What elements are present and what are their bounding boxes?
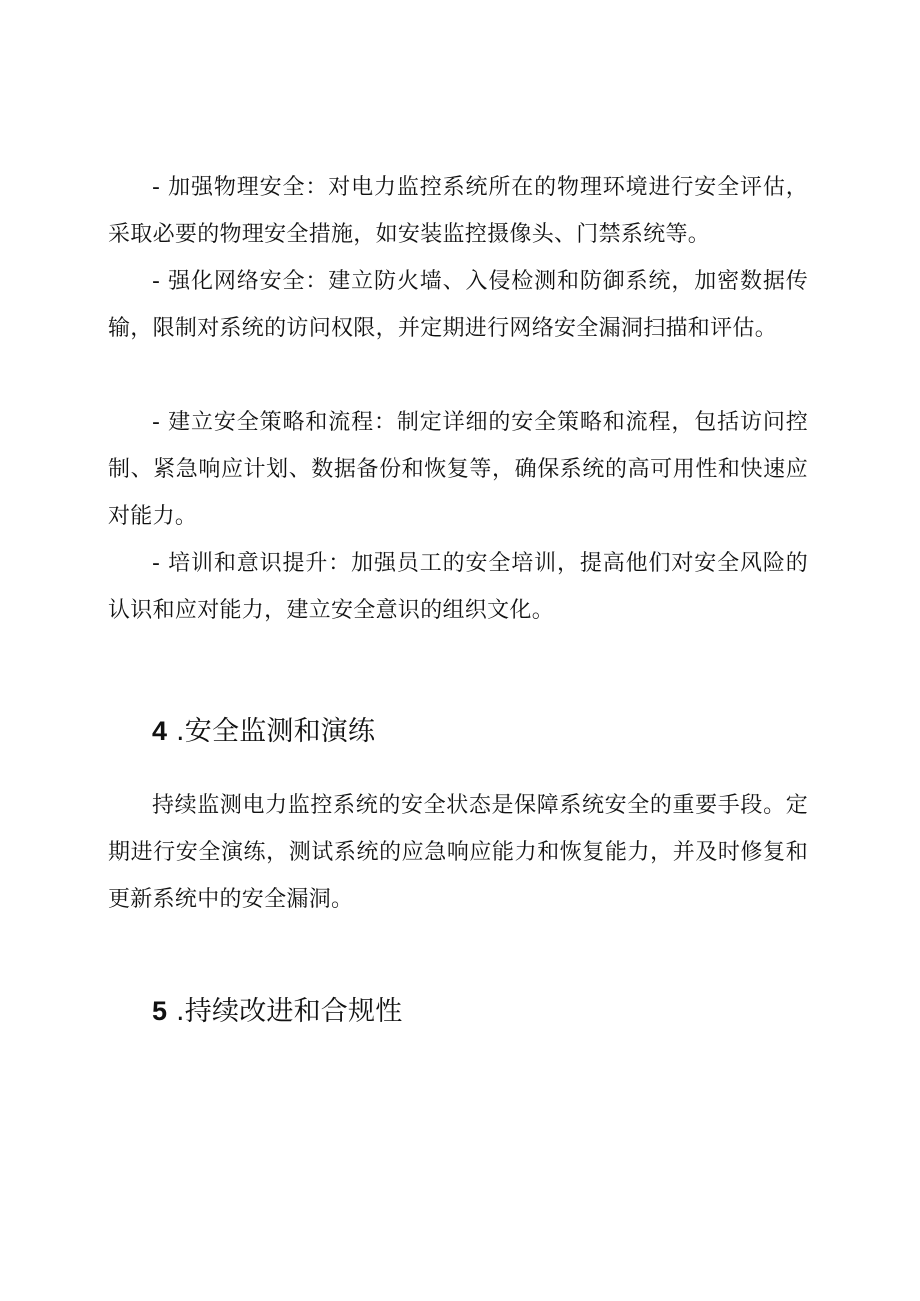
section-4-title: .安全监测和演练 bbox=[176, 716, 376, 747]
section-5-number: 5 bbox=[152, 996, 168, 1026]
measure-network-security: - 强化网络安全：建立防火墙、入侵检测和防御系统，加密数据传输，限制对系统的访问权限，并定期进行网络安全漏洞扫描和评估。 bbox=[108, 269, 808, 341]
section-5-title: .持续改进和合规性 bbox=[176, 996, 403, 1027]
section-4-number: 4 bbox=[152, 716, 168, 746]
measure-physical-security: - 加强物理安全：对电力监控系统所在的物理环境进行安全评估，采取必要的物理安全措施，如安装监控摄像头、门禁系统等。 bbox=[108, 175, 808, 247]
measure-training-awareness: - 培训和意识提升：加强员工的安全培训，提高他们对安全风险的认识和应对能力，建立安全意识的组织文化。 bbox=[108, 551, 808, 623]
section-5-heading bbox=[152, 991, 402, 1032]
measure-security-policy: - 建立安全策略和流程：制定详细的安全策略和流程，包括访问控制、紧急响应计划、数据备份和恢复等，确保系统的高可用性和快速应对能力。 bbox=[108, 410, 808, 529]
section-4-heading bbox=[152, 711, 375, 752]
section-4-body: 持续监测电力监控系统的安全状态是保障系统安全的重要手段。定期进行安全演练，测试系统的应急响应能力和恢复能力，并及时修复和更新系统中的安全漏洞。 bbox=[108, 793, 808, 912]
